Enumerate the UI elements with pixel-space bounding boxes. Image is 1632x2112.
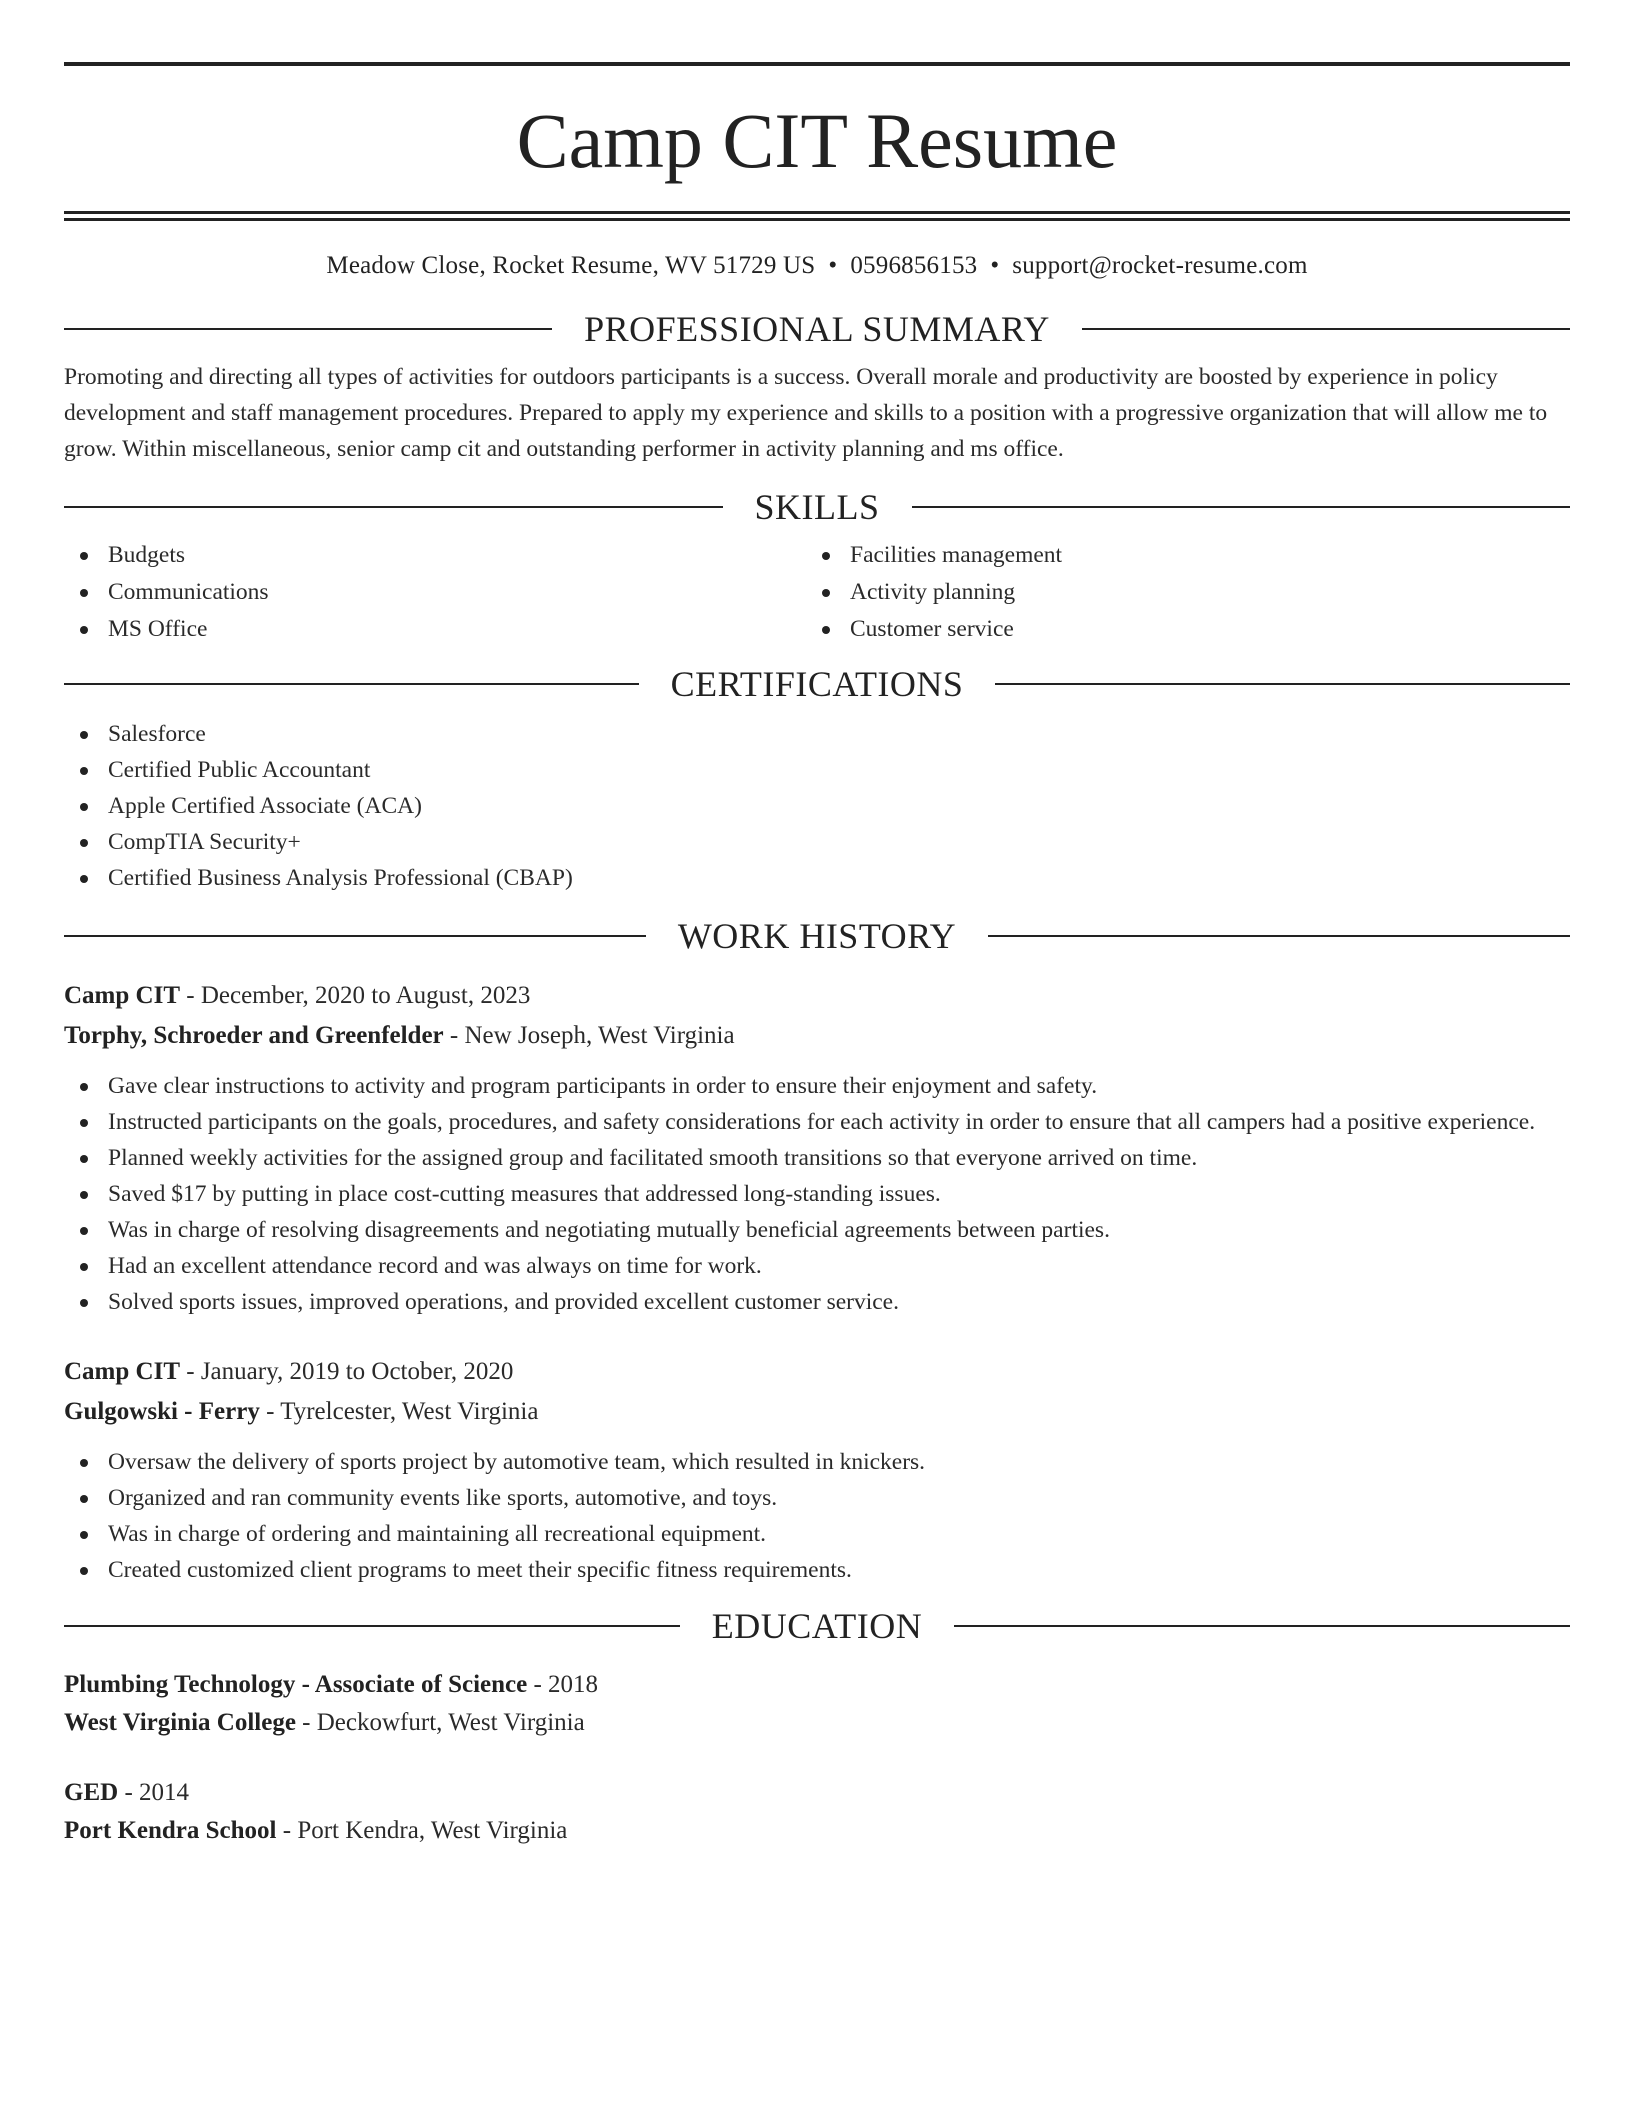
certification-item: CompTIA Security+ xyxy=(64,824,1570,860)
job-company-line xyxy=(64,1392,1570,1432)
section-rule xyxy=(64,935,646,937)
school-line xyxy=(64,1704,1570,1742)
job-company: Gulgowski - Ferry xyxy=(64,1398,260,1425)
certification-item: Certified Business Analysis Professional (CBAP) xyxy=(64,860,1570,896)
section-rule xyxy=(1082,328,1570,330)
skills-list xyxy=(64,537,1570,648)
contact-address: Meadow Close, Rocket Resume, WV 51729 US xyxy=(326,252,816,279)
school-name: West Virginia College xyxy=(64,1709,296,1736)
section-header-education xyxy=(64,1608,1570,1644)
job-location: - Tyrelcester, West Virginia xyxy=(259,1398,539,1425)
section-header-work xyxy=(64,918,1570,954)
skill-item: Budgets xyxy=(64,537,806,574)
job-bullet: Was in charge of resolving disagreements and negotiating mutually beneficial agreements between parties. xyxy=(64,1212,1570,1248)
education-entry xyxy=(64,1774,1570,1850)
section-title-certifications: CERTIFICATIONS xyxy=(670,664,964,704)
job-bullet: Created customized client programs to meet their specific fitness requirements. xyxy=(64,1552,1570,1588)
job-title: Camp CIT xyxy=(64,982,180,1009)
skill-item: Customer service xyxy=(806,611,1548,648)
degree-line xyxy=(64,1666,1570,1704)
skills-column-right xyxy=(806,537,1548,648)
section-rule xyxy=(64,1625,680,1627)
job-title-line xyxy=(64,976,1570,1016)
section-rule xyxy=(988,935,1570,937)
degree-year: - 2014 xyxy=(118,1779,190,1806)
job-bullets xyxy=(64,1068,1570,1320)
certification-item: Salesforce xyxy=(64,716,1570,752)
degree-name: Plumbing Technology - Associate of Science xyxy=(64,1671,528,1698)
job-bullet: Gave clear instructions to activity and program participants in order to ensure their enjoyment and safety. xyxy=(64,1068,1570,1104)
skill-item: MS Office xyxy=(64,611,806,648)
contact-phone: 0596856153 xyxy=(850,252,978,279)
job-bullet: Instructed participants on the goals, procedures, and safety considerations for each activity in order to ensure that all campers had a positive experience. xyxy=(64,1104,1570,1140)
professional-summary-text: Promoting and directing all types of activities for outdoors participants is a success. Overall morale and productivity are boosted by experience in policy development and staff management procedures. Prepared to apply my experience and skills to a position with a progressive organization that will allow me to grow. Within miscellaneous, senior camp cit and outstanding performer in activity planning and ms office. xyxy=(64,364,1548,462)
job-title: Camp CIT xyxy=(64,1358,180,1385)
section-rule xyxy=(64,506,723,508)
section-title-work: WORK HISTORY xyxy=(677,916,957,956)
job-dates: - January, 2019 to October, 2020 xyxy=(180,1358,514,1385)
section-rule xyxy=(64,328,552,330)
section-rule xyxy=(912,506,1571,508)
school-line xyxy=(64,1812,1570,1850)
job-bullet: Saved $17 by putting in place cost-cutting measures that addressed long-standing issues. xyxy=(64,1176,1570,1212)
job-location: - New Joseph, West Virginia xyxy=(443,1022,735,1049)
section-rule xyxy=(954,1625,1570,1627)
title-double-rule xyxy=(64,211,1570,221)
top-rule xyxy=(64,62,1570,66)
skill-item: Activity planning xyxy=(806,574,1548,611)
school-name: Port Kendra School xyxy=(64,1817,277,1844)
section-header-certifications xyxy=(64,666,1570,702)
job-company: Torphy, Schroeder and Greenfelder xyxy=(64,1022,444,1049)
job-bullet: Had an excellent attendance record and was always on time for work. xyxy=(64,1248,1570,1284)
resume-title: Camp CIT Resume xyxy=(516,97,1118,184)
degree-line xyxy=(64,1774,1570,1812)
section-title-skills: SKILLS xyxy=(754,487,880,527)
contact-line xyxy=(64,252,1570,280)
job-bullet: Was in charge of ordering and maintaining all recreational equipment. xyxy=(64,1516,1570,1552)
certification-item: Apple Certified Associate (ACA) xyxy=(64,788,1570,824)
job-company-line xyxy=(64,1016,1570,1056)
job-title-line xyxy=(64,1352,1570,1392)
section-rule xyxy=(64,683,639,685)
school-location: - Port Kendra, West Virginia xyxy=(276,1817,568,1844)
section-title-education: EDUCATION xyxy=(711,1606,923,1646)
section-title-summary: PROFESSIONAL SUMMARY xyxy=(584,309,1050,349)
school-location: - Deckowfurt, West Virginia xyxy=(295,1709,585,1736)
work-entry xyxy=(64,1352,1570,1588)
work-entry xyxy=(64,976,1570,1320)
job-bullet: Planned weekly activities for the assigned group and facilitated smooth transitions so that everyone arrived on time. xyxy=(64,1140,1570,1176)
section-header-summary xyxy=(64,311,1570,347)
resume-page xyxy=(64,62,1570,1850)
contact-separator: • xyxy=(990,252,1000,279)
certification-item: Certified Public Accountant xyxy=(64,752,1570,788)
job-bullet: Organized and ran community events like sports, automotive, and toys. xyxy=(64,1480,1570,1516)
skill-item: Communications xyxy=(64,574,806,611)
job-bullet: Solved sports issues, improved operations, and provided excellent customer service. xyxy=(64,1284,1570,1320)
section-rule xyxy=(995,683,1570,685)
skill-item: Facilities management xyxy=(806,537,1548,574)
job-dates: - December, 2020 to August, 2023 xyxy=(180,982,531,1009)
job-bullet: Oversaw the delivery of sports project by automotive team, which resulted in knickers. xyxy=(64,1444,1570,1480)
section-header-skills xyxy=(64,489,1570,525)
education-entry xyxy=(64,1666,1570,1742)
contact-separator: • xyxy=(828,252,838,279)
degree-year: - 2018 xyxy=(527,1671,599,1698)
contact-email: support@rocket-resume.com xyxy=(1012,252,1308,279)
job-bullets xyxy=(64,1444,1570,1588)
certifications-list xyxy=(64,716,1570,896)
skills-column-left xyxy=(64,537,806,648)
degree-name: GED xyxy=(64,1779,119,1806)
